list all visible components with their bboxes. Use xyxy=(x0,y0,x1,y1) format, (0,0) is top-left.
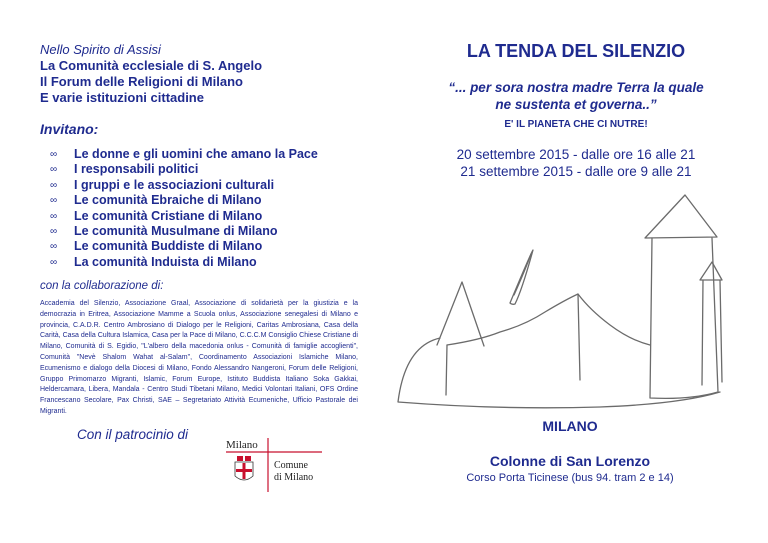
logo-comune: Comune xyxy=(274,460,308,471)
list-item: ∞ I gruppi e le associazioni culturali xyxy=(50,177,275,192)
collaboration-list: Accademia del Silenzio, Associazione Graal, Associazione di solidarietà per la giustizia e la democrazia in Eritrea, Associazione Mamme a Scuola onlus, Associazione senegalesi di Milano e provincia, C.A.D.R. Centro Ambrosiano di Dialogo per le Religioni, Caritas Ambrosiana, Casa della Carità, Casa della Cultura Islamica, Casa per la Pace di Milano, C.C.C.M Consiglio Chiese Cristiane di Milano, Comunità di S. Egidio, "L'albero della macedonia onlus - Comunità di famiglie accoglienti", Comunità "Nevè Shalom Wahat al-Salam", Coordinamento Associazioni Islamiche Milano, Ecumenismo e dialogo della Diocesi di Milano, Fondo Alessandro Nangeroni, Forum delle Religioni, Gruppo Primomarzo Migranti, Islamic, Forum Europe, Istituto Buddista Italiano Soka Gakkai, Heldercamara, Libera, Mandala - Centro Studi Tibetani Milano, Medici Volontari Italiani, OFS Ordine Francescano Secolare, Pax Christi, SAE – Segretariato Attività Ecumeniche, Ufficio Pastorale dei Migranti. xyxy=(40,300,358,415)
crescent-moon-inner xyxy=(514,254,531,295)
intro-community: La Comunità ecclesiale di S. Angelo xyxy=(40,58,263,73)
infinity-bullet-icon: ∞ xyxy=(50,210,58,222)
planet-tagline: E' IL PIANETA CHE CI NUTRE! xyxy=(504,119,648,130)
date-line-2: 21 settembre 2015 - dalle ore 9 alle 21 xyxy=(460,164,692,179)
list-item: ∞ La comunità Induista di Milano xyxy=(50,254,257,269)
intro-forum: Il Forum delle Religioni di Milano xyxy=(40,74,243,89)
infinity-bullet-icon: ∞ xyxy=(50,164,58,176)
list-item: ∞ Le comunità Cristiane di Milano xyxy=(50,208,263,223)
city-heading: MILANO xyxy=(542,418,598,434)
small-tower xyxy=(700,262,722,385)
tent-poles xyxy=(446,294,580,395)
left-pyramid xyxy=(437,282,484,346)
infinity-bullet-icon: ∞ xyxy=(50,241,58,253)
logo-di-milano: di Milano xyxy=(274,472,314,483)
list-item: ∞ Le comunità Buddiste di Milano xyxy=(50,239,263,254)
intro-institutions: E varie istituzioni cittadine xyxy=(40,90,204,105)
quote-line-1: “... per sora nostra madre Terra la quale xyxy=(448,80,704,95)
quote-line-2: ne sustenta et governa..” xyxy=(495,97,657,112)
infinity-bullet-icon: ∞ xyxy=(50,226,58,238)
list-item: ∞ Le comunità Ebraiche di Milano xyxy=(50,193,262,208)
tower-body xyxy=(650,238,718,398)
intro-spirit: Nello Spirito di Assisi xyxy=(40,42,161,57)
list-item: ∞ Le comunità Musulmane di Milano xyxy=(50,224,278,239)
list-item: ∞ I responsabili politici xyxy=(50,162,199,177)
infinity-bullet-icon: ∞ xyxy=(50,256,58,268)
tower-roof xyxy=(645,195,717,238)
infinity-bullet-icon: ∞ xyxy=(50,179,58,191)
logo-wordmark: Milano xyxy=(226,439,258,451)
date-line-1: 20 settembre 2015 - dalle ore 16 alle 21 xyxy=(456,147,696,162)
patronage-label: Con il patrocinio di xyxy=(77,427,189,442)
venue-name: Colonne di San Lorenzo xyxy=(489,453,651,469)
list-item: ∞ Le donne e gli uomini che amano la Pace xyxy=(50,147,318,161)
invitano-heading: Invitano: xyxy=(40,121,99,137)
venue-address: Corso Porta Ticinese (bus 94. tram 2 e 14) xyxy=(466,472,674,484)
tent-roof xyxy=(447,294,650,345)
infinity-bullet-icon: ∞ xyxy=(50,149,58,160)
collaboration-label: con la collaborazione di: xyxy=(40,280,164,292)
event-title: LA TENDA DEL SILENZIO xyxy=(466,41,686,61)
infinity-bullet-icon: ∞ xyxy=(50,195,58,207)
